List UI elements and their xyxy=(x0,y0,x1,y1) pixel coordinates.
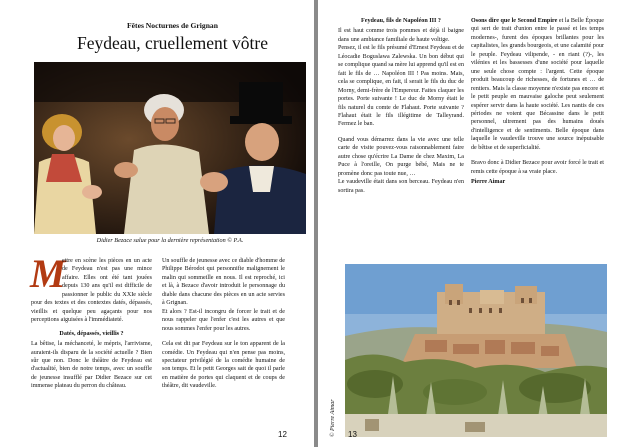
photo-credit: © Pierre Aimar xyxy=(330,399,336,437)
paragraph: et la Belle Époque qui sert de trait d'union entre le passé et les temps modernes-, furent des époques brillantes pour les capitalistes, les grands bourgeois, et une calamité pour le peuple. Feydeau vilipende, - en riant (?)-, les vilénies et les bassesses d'une société pour laquelle une seule chose compte : l'argent. Cette époque produit beaucoup de richesses, de fortunes et … de rentiers. Mais la classe moyenne n'existe pas encore et le petit peuple en mauvaise galoche peut seulement espérer servir dans la haute société. Les nantis de ces périodes ne voient que Bécassine dans le petit personnel, ultrement pas des humains doués d'intelligence et de sentiments. Belle époque dans laquelle le vaudeville trouve une source inépuisable de bêtise et de superficialité. xyxy=(471,18,604,151)
column-left-1 xyxy=(30,251,152,391)
paragraph: La bêtise, la méchanceté, le mépris, l'arrivisme, auraient-ils disparu de la société actuelle ? Bien sûr que non. Donc le théâtre de Feydeau est d'actualité, bien de notre temps, avec un souffle de jeunesse insufflé par Didier Bezace sur cet immense plateau du perron du château. xyxy=(31,341,152,390)
paragraph: Un souffle de jeunesse avec ce diable d'homme de Philippe Bérodot qui personnifie malignement le malin qui sommeille en nous. Il est reproché, ici et là, à Bezace d'avoir introduit le personnage du diable dans chacune des pièces en un acte servies à Grignan. xyxy=(162,258,285,307)
column-right-2 xyxy=(471,17,604,187)
grignan-castle-photo xyxy=(345,264,607,437)
lead-in: Osons dire que le Second Empire xyxy=(471,18,558,24)
subheading: Datés, dépassés, vieillis ? xyxy=(59,330,124,337)
drop-cap: M xyxy=(30,251,66,296)
paragraph: Bravo donc à Didier Bezace pour avoir forcé le trait et remis cette époque à sa vraie place. xyxy=(471,160,604,175)
article-headline: Feydeau, cruellement vôtre xyxy=(77,33,268,53)
right-page xyxy=(318,0,632,447)
paragraph: Il est haut comme trois pommes et déjà il baigne dans une ambiance familiale de haute voltige. xyxy=(338,28,464,43)
column-left-2 xyxy=(162,257,285,391)
paragraph: Et alors ? Est-il incongru de forcer le trait et de nous rappeler que l'enfer c'est les autres et que nous sommes l'enfer pour les autres. xyxy=(162,308,285,332)
author-signature: Pierre Aimar xyxy=(471,179,506,186)
paragraph: Cela est dit par Feydeau sur le ton apparent de la comédie. Un Feydeau qui n'en pense pas moins, spectateur privilégié de la comédie humaine de son temps. Et le petit Georges sait de quoi il parle en matière de portes qui claquent et de coups de théâtre, dit vaudeville. xyxy=(162,341,285,390)
paragraph: Pensez, il est le fils présumé d'Ernest Feydeau et de Léocadie Boguslawa Zalewska. Un bon début qui se complique quand sa mère lui apprend qu'il est en fait le fils de … Napoléon III ! Pas moins. Mais, cela se complique, en fait, il serait le fils du duc de Morny, demi-frère de l'Empereur. Faites claquer les portes. Porte suivante ! Le duc de Morny était le fils naturel du comte de Flahaut. Porte suivante ? Flahaut était le fils illégitime de Talleyrand. Fermez le ban. xyxy=(338,45,464,128)
paragraph: Le vaudeville était dans son berceau. Feydeau n'en sortira pas. xyxy=(338,179,464,194)
page-number: 12 xyxy=(278,430,287,439)
paragraph: ettre en scène les pièces en un acte de Feydeau n'est pas une mince affaire. Elles ont été tant jouées depuis 130 ans qu'il est difficile de passionner le public du XXIe siècle pour des textes et des contextes datés, dépassés, vieillis et quelque peu agaçants pour nos perceptions aiguisées à l'immédiateté. xyxy=(31,258,152,324)
page-number: 13 xyxy=(348,430,357,439)
left-page xyxy=(0,0,314,447)
column-right-1 xyxy=(338,17,464,195)
stage-photo xyxy=(34,62,306,234)
subheading: Feydeau, fils de Napoléon III ? xyxy=(361,18,441,24)
paragraph: Quand vous démarrez dans la vie avec une telle carte de visite pouvez-vous raisonnablement faire autre chose qu'écrire La Dame de chez Maxim, La Puce à l'oreille, On purge bébé, Mais ne te promène donc pas toute nue, … xyxy=(338,136,464,177)
article-kicker: Fêtes Nocturnes de Grignan xyxy=(127,21,218,30)
photo-caption: Didier Bezace salue pour la dernière représentation © P.A. xyxy=(96,237,244,244)
